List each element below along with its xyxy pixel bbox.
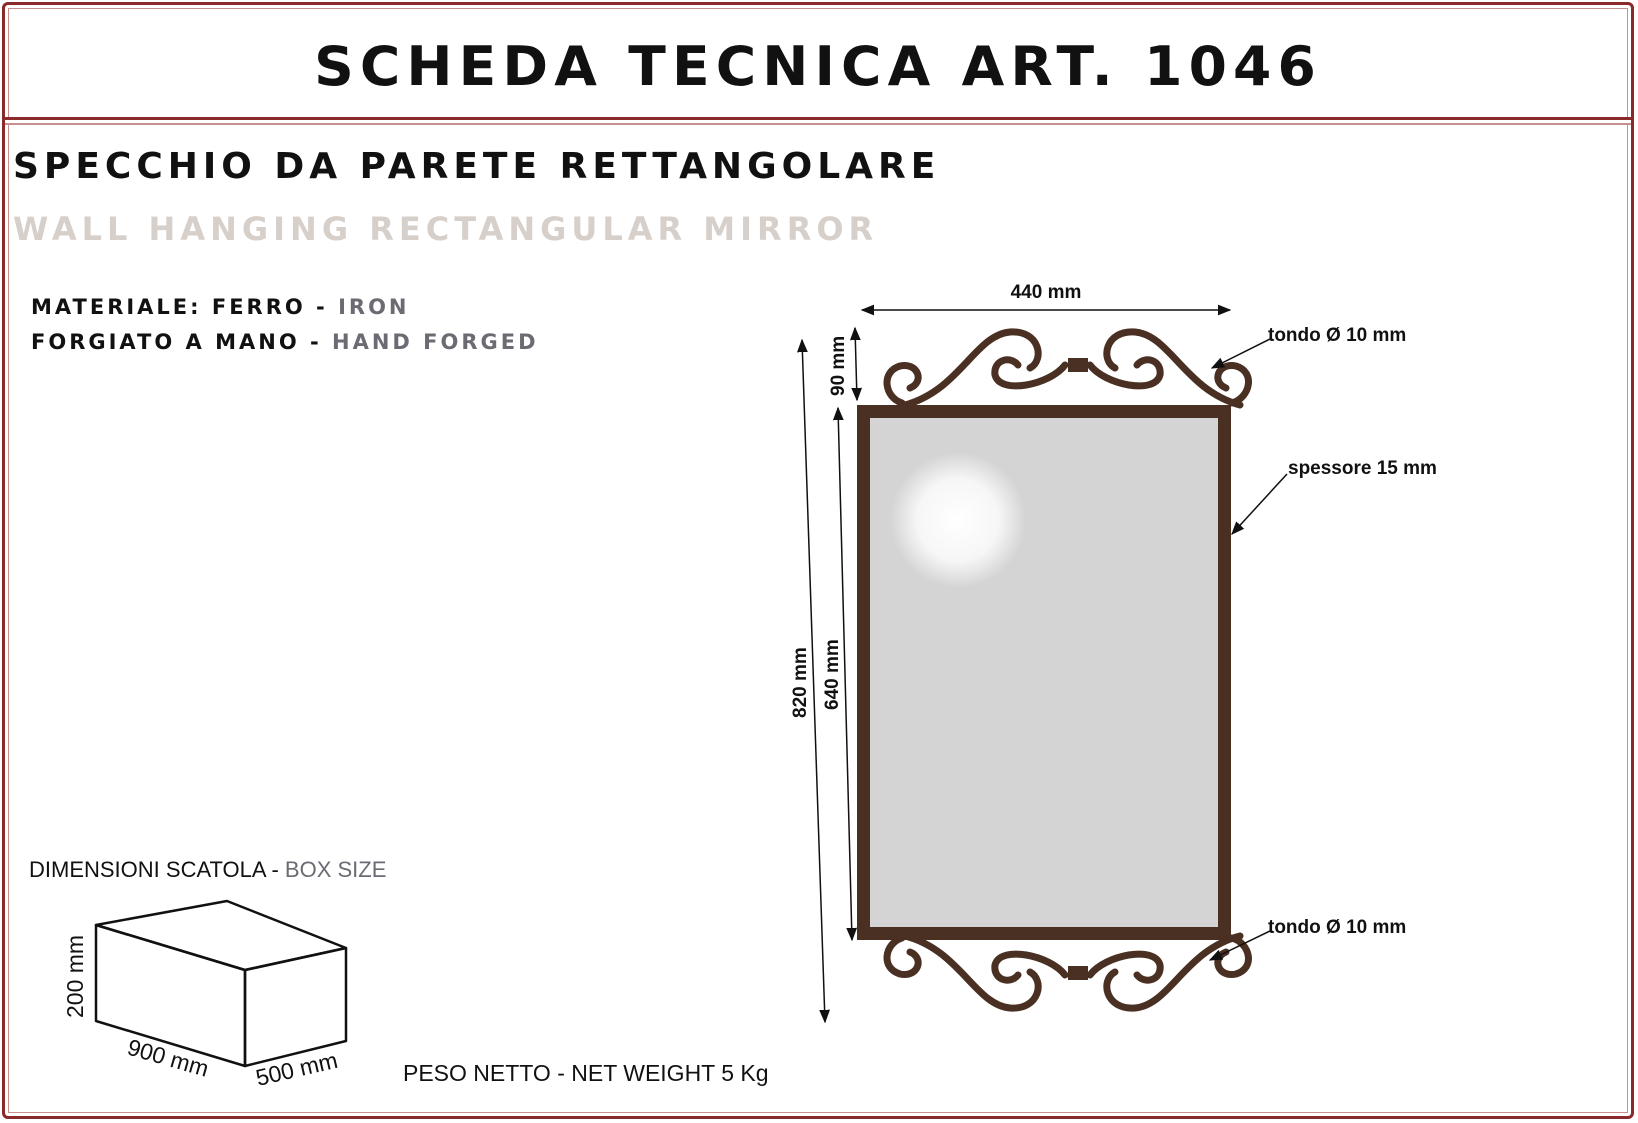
spec-material-it: MATERIALE: FERRO - [31, 295, 339, 319]
spec-forging-en: HAND FORGED [332, 330, 539, 354]
total-height-label: 820 mm [790, 647, 811, 718]
bottom-rod-label: tondo Ø 10 mm [1268, 917, 1407, 938]
net-weight: PESO NETTO - NET WEIGHT 5 Kg [403, 1060, 769, 1086]
box-length-label: 900 mm [124, 1033, 212, 1082]
thickness-label: spessore 15 mm [1288, 458, 1437, 479]
spec-material-en: IRON [338, 295, 410, 319]
top-rod-label: tondo Ø 10 mm [1268, 325, 1407, 346]
frame-height-label: 640 mm [822, 639, 843, 710]
product-name-italian: SPECCHIO DA PARETE RETTANGOLARE [13, 146, 941, 187]
box-size-label-it: DIMENSIONI SCATOLA - [29, 857, 285, 882]
box-height-label: 200 mm [62, 934, 88, 1018]
spec-forging-it: FORGIATO A MANO - [31, 330, 333, 354]
box-depth-label: 500 mm [253, 1046, 341, 1091]
scroll-height-label: 90 mm [828, 335, 849, 396]
product-name-english: WALL HANGING RECTANGULAR MIRROR [13, 210, 879, 248]
box-size-label-en: BOX SIZE [284, 857, 387, 882]
width-label: 440 mm [1010, 282, 1082, 303]
page-title: SCHEDA TECNICA ART. 1046 [314, 35, 1322, 98]
